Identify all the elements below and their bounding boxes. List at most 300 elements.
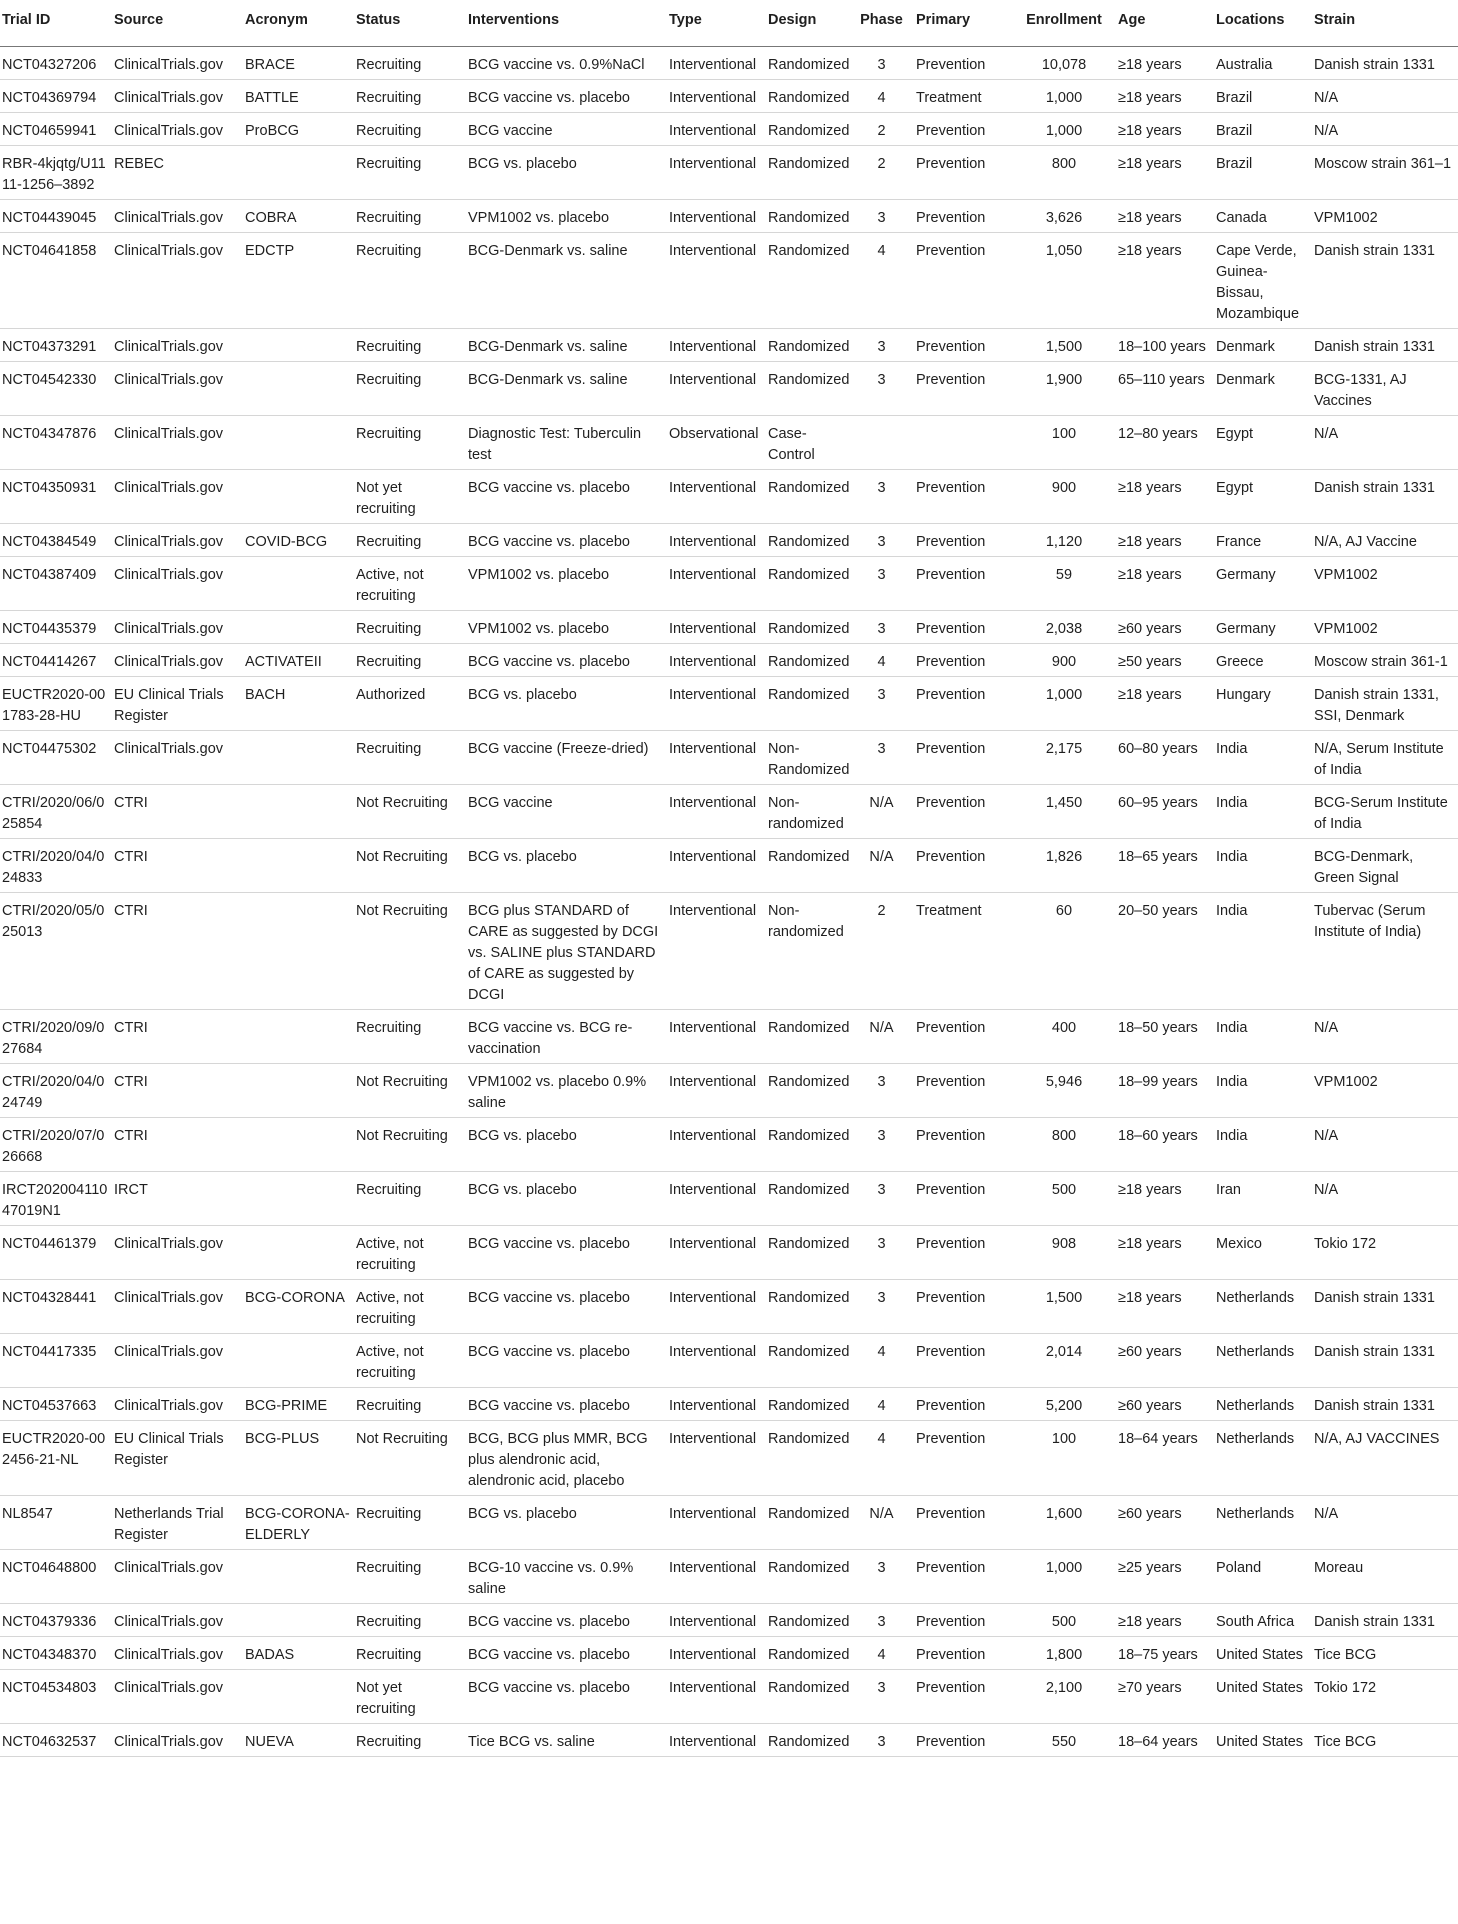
- cell-interventions: BCG vs. placebo: [466, 839, 667, 893]
- cell-primary: Treatment: [914, 893, 1014, 1010]
- cell-strain: N/A, AJ VACCINES: [1312, 1421, 1458, 1496]
- cell-status: Recruiting: [354, 233, 466, 329]
- cell-locations: Brazil: [1214, 146, 1312, 200]
- cell-status: Not yet recruiting: [354, 470, 466, 524]
- cell-age: 18–60 years: [1116, 1118, 1214, 1172]
- cell-phase: 4: [851, 1334, 914, 1388]
- cell-type: Interventional: [667, 113, 766, 146]
- cell-interventions: BCG vaccine vs. placebo: [466, 1280, 667, 1334]
- cell-source: ClinicalTrials.gov: [112, 200, 243, 233]
- cell-design: Case-Control: [766, 416, 851, 470]
- cell-phase: 3: [851, 677, 914, 731]
- cell-phase: N/A: [851, 839, 914, 893]
- cell-interventions: BCG vs. placebo: [466, 146, 667, 200]
- cell-trial-id: CTRI/2020/09/027684: [0, 1010, 112, 1064]
- cell-interventions: BCG vaccine vs. placebo: [466, 1334, 667, 1388]
- cell-status: Recruiting: [354, 80, 466, 113]
- table-row: [0, 233, 1458, 329]
- cell-strain: Danish strain 1331: [1312, 47, 1458, 80]
- cell-type: Observational: [667, 416, 766, 470]
- cell-locations: India: [1214, 1064, 1312, 1118]
- cell-strain: Tokio 172: [1312, 1226, 1458, 1280]
- cell-age: ≥18 years: [1116, 557, 1214, 611]
- cell-source: CTRI: [112, 893, 243, 1010]
- table-row: [0, 1010, 1458, 1064]
- cell-type: Interventional: [667, 785, 766, 839]
- cell-interventions: BCG vaccine vs. placebo: [466, 1226, 667, 1280]
- cell-status: Recruiting: [354, 200, 466, 233]
- cell-trial-id: NCT04347876: [0, 416, 112, 470]
- table-row: [0, 1421, 1458, 1496]
- cell-acronym: NUEVA: [243, 1724, 354, 1757]
- cell-acronym: [243, 416, 354, 470]
- cell-primary: Prevention: [914, 200, 1014, 233]
- cell-trial-id: EUCTR2020-001783-28-HU: [0, 677, 112, 731]
- cell-source: REBEC: [112, 146, 243, 200]
- cell-design: Randomized: [766, 1118, 851, 1172]
- cell-locations: India: [1214, 731, 1312, 785]
- cell-phase: 3: [851, 1064, 914, 1118]
- cell-enrollment: 100: [1014, 1421, 1116, 1496]
- cell-interventions: BCG vaccine (Freeze-dried): [466, 731, 667, 785]
- cell-source: CTRI: [112, 1118, 243, 1172]
- cell-source: ClinicalTrials.gov: [112, 233, 243, 329]
- cell-acronym: BACH: [243, 677, 354, 731]
- cell-locations: Greece: [1214, 644, 1312, 677]
- cell-primary: Prevention: [914, 1670, 1014, 1724]
- cell-enrollment: 1,120: [1014, 524, 1116, 557]
- cell-trial-id: NCT04537663: [0, 1388, 112, 1421]
- column-header-phase: Phase: [851, 0, 914, 47]
- cell-trial-id: NCT04648800: [0, 1550, 112, 1604]
- cell-interventions: BCG vaccine vs. placebo: [466, 80, 667, 113]
- cell-design: Randomized: [766, 611, 851, 644]
- cell-strain: Moscow strain 361–1: [1312, 146, 1458, 200]
- cell-design: Randomized: [766, 1172, 851, 1226]
- cell-interventions: BCG-Denmark vs. saline: [466, 233, 667, 329]
- cell-type: Interventional: [667, 524, 766, 557]
- cell-primary: Prevention: [914, 1280, 1014, 1334]
- cell-type: Interventional: [667, 329, 766, 362]
- cell-source: CTRI: [112, 1064, 243, 1118]
- cell-enrollment: 5,200: [1014, 1388, 1116, 1421]
- cell-acronym: [243, 1118, 354, 1172]
- cell-locations: India: [1214, 839, 1312, 893]
- cell-enrollment: 3,626: [1014, 200, 1116, 233]
- cell-interventions: BCG-Denmark vs. saline: [466, 329, 667, 362]
- cell-enrollment: 1,900: [1014, 362, 1116, 416]
- cell-status: Active, not recruiting: [354, 1334, 466, 1388]
- table-row: [0, 785, 1458, 839]
- column-header-design: Design: [766, 0, 851, 47]
- cell-age: ≥18 years: [1116, 1226, 1214, 1280]
- cell-age: ≥60 years: [1116, 1388, 1214, 1421]
- cell-strain: N/A: [1312, 113, 1458, 146]
- cell-design: Randomized: [766, 1010, 851, 1064]
- cell-source: ClinicalTrials.gov: [112, 362, 243, 416]
- cell-primary: Prevention: [914, 1550, 1014, 1604]
- cell-source: ClinicalTrials.gov: [112, 644, 243, 677]
- cell-design: Randomized: [766, 200, 851, 233]
- cell-phase: N/A: [851, 1496, 914, 1550]
- cell-enrollment: 60: [1014, 893, 1116, 1010]
- cell-enrollment: 2,014: [1014, 1334, 1116, 1388]
- cell-source: Netherlands Trial Register: [112, 1496, 243, 1550]
- cell-locations: Denmark: [1214, 362, 1312, 416]
- cell-type: Interventional: [667, 644, 766, 677]
- cell-locations: Egypt: [1214, 470, 1312, 524]
- cell-strain: N/A: [1312, 80, 1458, 113]
- cell-age: 65–110 years: [1116, 362, 1214, 416]
- cell-status: Recruiting: [354, 362, 466, 416]
- cell-locations: Netherlands: [1214, 1421, 1312, 1496]
- column-header-source: Source: [112, 0, 243, 47]
- cell-design: Randomized: [766, 1280, 851, 1334]
- cell-primary: Prevention: [914, 47, 1014, 80]
- header-row: [0, 0, 1458, 47]
- table-row: [0, 1604, 1458, 1637]
- cell-phase: N/A: [851, 1010, 914, 1064]
- cell-status: Not Recruiting: [354, 1421, 466, 1496]
- cell-enrollment: 1,450: [1014, 785, 1116, 839]
- cell-interventions: BCG vs. placebo: [466, 1172, 667, 1226]
- cell-acronym: BCG-PRIME: [243, 1388, 354, 1421]
- cell-enrollment: 1,000: [1014, 113, 1116, 146]
- cell-interventions: VPM1002 vs. placebo: [466, 200, 667, 233]
- cell-acronym: [243, 731, 354, 785]
- cell-design: Randomized: [766, 146, 851, 200]
- cell-strain: Tokio 172: [1312, 1670, 1458, 1724]
- cell-interventions: Diagnostic Test: Tuberculin test: [466, 416, 667, 470]
- cell-status: Recruiting: [354, 644, 466, 677]
- cell-interventions: VPM1002 vs. placebo 0.9% saline: [466, 1064, 667, 1118]
- cell-phase: 3: [851, 1226, 914, 1280]
- cell-design: Randomized: [766, 524, 851, 557]
- table-row: [0, 113, 1458, 146]
- cell-acronym: BRACE: [243, 47, 354, 80]
- cell-acronym: [243, 611, 354, 644]
- cell-enrollment: 1,050: [1014, 233, 1116, 329]
- cell-type: Interventional: [667, 1496, 766, 1550]
- cell-phase: 3: [851, 557, 914, 611]
- cell-type: Interventional: [667, 470, 766, 524]
- cell-strain: Danish strain 1331: [1312, 1604, 1458, 1637]
- cell-locations: Brazil: [1214, 113, 1312, 146]
- cell-design: Randomized: [766, 1388, 851, 1421]
- cell-locations: Netherlands: [1214, 1280, 1312, 1334]
- cell-strain: BCG-1331, AJ Vaccines: [1312, 362, 1458, 416]
- cell-type: Interventional: [667, 731, 766, 785]
- cell-locations: United States: [1214, 1670, 1312, 1724]
- cell-strain: Danish strain 1331: [1312, 233, 1458, 329]
- table-row: [0, 1496, 1458, 1550]
- cell-status: Recruiting: [354, 1172, 466, 1226]
- cell-acronym: ProBCG: [243, 113, 354, 146]
- cell-trial-id: NCT04542330: [0, 362, 112, 416]
- table-row: [0, 557, 1458, 611]
- cell-interventions: BCG vaccine vs. BCG re-vaccination: [466, 1010, 667, 1064]
- table-row: [0, 1670, 1458, 1724]
- cell-design: Randomized: [766, 233, 851, 329]
- cell-type: Interventional: [667, 1010, 766, 1064]
- cell-age: ≥60 years: [1116, 1334, 1214, 1388]
- cell-phase: [851, 416, 914, 470]
- cell-locations: Netherlands: [1214, 1334, 1312, 1388]
- cell-locations: Netherlands: [1214, 1388, 1312, 1421]
- cell-source: ClinicalTrials.gov: [112, 1334, 243, 1388]
- cell-trial-id: EUCTR2020-002456-21-NL: [0, 1421, 112, 1496]
- cell-interventions: BCG vaccine vs. placebo: [466, 1388, 667, 1421]
- cell-phase: 3: [851, 731, 914, 785]
- cell-enrollment: 550: [1014, 1724, 1116, 1757]
- table-body: [0, 47, 1458, 1757]
- table-row: [0, 524, 1458, 557]
- table-row: [0, 1637, 1458, 1670]
- table-row: [0, 200, 1458, 233]
- cell-age: 20–50 years: [1116, 893, 1214, 1010]
- cell-acronym: [243, 1550, 354, 1604]
- cell-strain: VPM1002: [1312, 611, 1458, 644]
- cell-enrollment: 1,800: [1014, 1637, 1116, 1670]
- cell-trial-id: NCT04350931: [0, 470, 112, 524]
- cell-source: ClinicalTrials.gov: [112, 1637, 243, 1670]
- cell-phase: 4: [851, 1421, 914, 1496]
- cell-source: ClinicalTrials.gov: [112, 611, 243, 644]
- cell-trial-id: CTRI/2020/05/025013: [0, 893, 112, 1010]
- cell-enrollment: 500: [1014, 1172, 1116, 1226]
- cell-status: Active, not recruiting: [354, 1226, 466, 1280]
- cell-primary: Prevention: [914, 1604, 1014, 1637]
- cell-status: Recruiting: [354, 47, 466, 80]
- cell-enrollment: 400: [1014, 1010, 1116, 1064]
- cell-trial-id: NCT04632537: [0, 1724, 112, 1757]
- cell-source: ClinicalTrials.gov: [112, 47, 243, 80]
- cell-enrollment: 1,000: [1014, 80, 1116, 113]
- cell-source: ClinicalTrials.gov: [112, 1604, 243, 1637]
- cell-source: CTRI: [112, 839, 243, 893]
- cell-status: Recruiting: [354, 731, 466, 785]
- cell-phase: 3: [851, 1172, 914, 1226]
- cell-locations: Netherlands: [1214, 1496, 1312, 1550]
- cell-age: ≥18 years: [1116, 1172, 1214, 1226]
- column-header-strain: Strain: [1312, 0, 1458, 47]
- cell-enrollment: 900: [1014, 644, 1116, 677]
- cell-type: Interventional: [667, 1550, 766, 1604]
- table-row: [0, 677, 1458, 731]
- cell-status: Recruiting: [354, 524, 466, 557]
- cell-locations: Cape Verde, Guinea-Bissau, Mozambique: [1214, 233, 1312, 329]
- column-header-acronym: Acronym: [243, 0, 354, 47]
- cell-trial-id: NCT04384549: [0, 524, 112, 557]
- cell-type: Interventional: [667, 1388, 766, 1421]
- cell-strain: Tice BCG: [1312, 1637, 1458, 1670]
- cell-trial-id: NCT04387409: [0, 557, 112, 611]
- cell-age: 60–95 years: [1116, 785, 1214, 839]
- cell-primary: Prevention: [914, 731, 1014, 785]
- cell-status: Recruiting: [354, 1724, 466, 1757]
- cell-source: ClinicalTrials.gov: [112, 731, 243, 785]
- cell-primary: Prevention: [914, 1172, 1014, 1226]
- cell-type: Interventional: [667, 233, 766, 329]
- table-row: [0, 1172, 1458, 1226]
- cell-age: ≥18 years: [1116, 233, 1214, 329]
- cell-design: Randomized: [766, 1670, 851, 1724]
- cell-source: ClinicalTrials.gov: [112, 113, 243, 146]
- cell-design: Randomized: [766, 470, 851, 524]
- cell-interventions: BCG plus STANDARD of CARE as suggested by DCGI vs. SALINE plus STANDARD of CARE as suggested by DCGI: [466, 893, 667, 1010]
- cell-type: Interventional: [667, 557, 766, 611]
- table-row: [0, 80, 1458, 113]
- cell-strain: Danish strain 1331: [1312, 329, 1458, 362]
- cell-source: CTRI: [112, 1010, 243, 1064]
- cell-source: ClinicalTrials.gov: [112, 1388, 243, 1421]
- cell-primary: Prevention: [914, 146, 1014, 200]
- cell-status: Not Recruiting: [354, 785, 466, 839]
- cell-age: 18–64 years: [1116, 1724, 1214, 1757]
- cell-design: Randomized: [766, 1637, 851, 1670]
- cell-enrollment: 800: [1014, 146, 1116, 200]
- cell-design: Randomized: [766, 1604, 851, 1637]
- table-row: [0, 1280, 1458, 1334]
- cell-strain: BCG-Serum Institute of India: [1312, 785, 1458, 839]
- table-row: [0, 362, 1458, 416]
- table-row: [0, 1226, 1458, 1280]
- cell-design: Randomized: [766, 839, 851, 893]
- cell-type: Interventional: [667, 677, 766, 731]
- cell-phase: 3: [851, 611, 914, 644]
- cell-interventions: VPM1002 vs. placebo: [466, 611, 667, 644]
- cell-source: CTRI: [112, 785, 243, 839]
- cell-design: Randomized: [766, 677, 851, 731]
- cell-interventions: BCG vaccine vs. placebo: [466, 644, 667, 677]
- column-header-age: Age: [1116, 0, 1214, 47]
- table-row: [0, 1118, 1458, 1172]
- cell-phase: 3: [851, 47, 914, 80]
- cell-type: Interventional: [667, 1172, 766, 1226]
- column-header-locations: Locations: [1214, 0, 1312, 47]
- cell-trial-id: CTRI/2020/07/026668: [0, 1118, 112, 1172]
- cell-age: ≥18 years: [1116, 1280, 1214, 1334]
- cell-interventions: BCG vaccine vs. placebo: [466, 524, 667, 557]
- cell-acronym: [243, 146, 354, 200]
- cell-age: 18–99 years: [1116, 1064, 1214, 1118]
- cell-trial-id: NCT04414267: [0, 644, 112, 677]
- cell-acronym: COVID-BCG: [243, 524, 354, 557]
- cell-design: Randomized: [766, 113, 851, 146]
- cell-trial-id: CTRI/2020/04/024833: [0, 839, 112, 893]
- cell-age: ≥25 years: [1116, 1550, 1214, 1604]
- cell-enrollment: 1,000: [1014, 677, 1116, 731]
- cell-trial-id: NCT04348370: [0, 1637, 112, 1670]
- cell-age: ≥18 years: [1116, 1604, 1214, 1637]
- cell-enrollment: 10,078: [1014, 47, 1116, 80]
- cell-primary: Prevention: [914, 1496, 1014, 1550]
- cell-phase: 3: [851, 362, 914, 416]
- cell-design: Randomized: [766, 1226, 851, 1280]
- cell-phase: 3: [851, 470, 914, 524]
- cell-acronym: EDCTP: [243, 233, 354, 329]
- cell-enrollment: 1,600: [1014, 1496, 1116, 1550]
- cell-source: EU Clinical Trials Register: [112, 1421, 243, 1496]
- cell-trial-id: CTRI/2020/04/024749: [0, 1064, 112, 1118]
- cell-locations: India: [1214, 785, 1312, 839]
- table-row: [0, 1388, 1458, 1421]
- cell-acronym: [243, 1670, 354, 1724]
- cell-enrollment: 2,175: [1014, 731, 1116, 785]
- cell-enrollment: 1,826: [1014, 839, 1116, 893]
- cell-enrollment: 2,100: [1014, 1670, 1116, 1724]
- cell-status: Active, not recruiting: [354, 1280, 466, 1334]
- cell-status: Not Recruiting: [354, 839, 466, 893]
- cell-age: ≥18 years: [1116, 146, 1214, 200]
- cell-locations: Mexico: [1214, 1226, 1312, 1280]
- cell-strain: Danish strain 1331: [1312, 1280, 1458, 1334]
- column-header-interventions: Interventions: [466, 0, 667, 47]
- cell-strain: VPM1002: [1312, 1064, 1458, 1118]
- cell-trial-id: NCT04641858: [0, 233, 112, 329]
- cell-primary: Prevention: [914, 1064, 1014, 1118]
- cell-strain: N/A: [1312, 1172, 1458, 1226]
- cell-phase: 3: [851, 1604, 914, 1637]
- cell-primary: Prevention: [914, 644, 1014, 677]
- cell-primary: Prevention: [914, 677, 1014, 731]
- cell-acronym: [243, 1010, 354, 1064]
- cell-phase: 4: [851, 1637, 914, 1670]
- cell-strain: Danish strain 1331: [1312, 470, 1458, 524]
- cell-type: Interventional: [667, 200, 766, 233]
- cell-age: 12–80 years: [1116, 416, 1214, 470]
- cell-type: Interventional: [667, 146, 766, 200]
- cell-primary: Prevention: [914, 1388, 1014, 1421]
- cell-design: Randomized: [766, 1550, 851, 1604]
- cell-type: Interventional: [667, 1118, 766, 1172]
- cell-primary: Prevention: [914, 785, 1014, 839]
- column-header-enrollment: Enrollment: [1014, 0, 1116, 47]
- cell-acronym: [243, 839, 354, 893]
- cell-age: ≥60 years: [1116, 611, 1214, 644]
- cell-type: Interventional: [667, 1604, 766, 1637]
- cell-primary: Prevention: [914, 362, 1014, 416]
- cell-primary: Prevention: [914, 1226, 1014, 1280]
- cell-status: Not Recruiting: [354, 1064, 466, 1118]
- cell-strain: Tice BCG: [1312, 1724, 1458, 1757]
- cell-locations: Australia: [1214, 47, 1312, 80]
- cell-locations: United States: [1214, 1724, 1312, 1757]
- cell-acronym: [243, 557, 354, 611]
- cell-primary: Prevention: [914, 524, 1014, 557]
- cell-acronym: [243, 362, 354, 416]
- cell-trial-id: NCT04435379: [0, 611, 112, 644]
- column-header-primary: Primary: [914, 0, 1014, 47]
- cell-age: ≥18 years: [1116, 677, 1214, 731]
- cell-trial-id: IRCT20200411047019N1: [0, 1172, 112, 1226]
- column-header-status: Status: [354, 0, 466, 47]
- table-row: [0, 611, 1458, 644]
- cell-acronym: COBRA: [243, 200, 354, 233]
- cell-acronym: [243, 1064, 354, 1118]
- cell-trial-id: NL8547: [0, 1496, 112, 1550]
- cell-design: Randomized: [766, 1064, 851, 1118]
- cell-enrollment: 800: [1014, 1118, 1116, 1172]
- cell-strain: N/A: [1312, 416, 1458, 470]
- cell-status: Recruiting: [354, 1388, 466, 1421]
- table-row: [0, 1334, 1458, 1388]
- cell-primary: Prevention: [914, 1724, 1014, 1757]
- cell-strain: BCG-Denmark, Green Signal: [1312, 839, 1458, 893]
- cell-type: Interventional: [667, 1724, 766, 1757]
- cell-source: ClinicalTrials.gov: [112, 557, 243, 611]
- cell-interventions: BCG vaccine: [466, 113, 667, 146]
